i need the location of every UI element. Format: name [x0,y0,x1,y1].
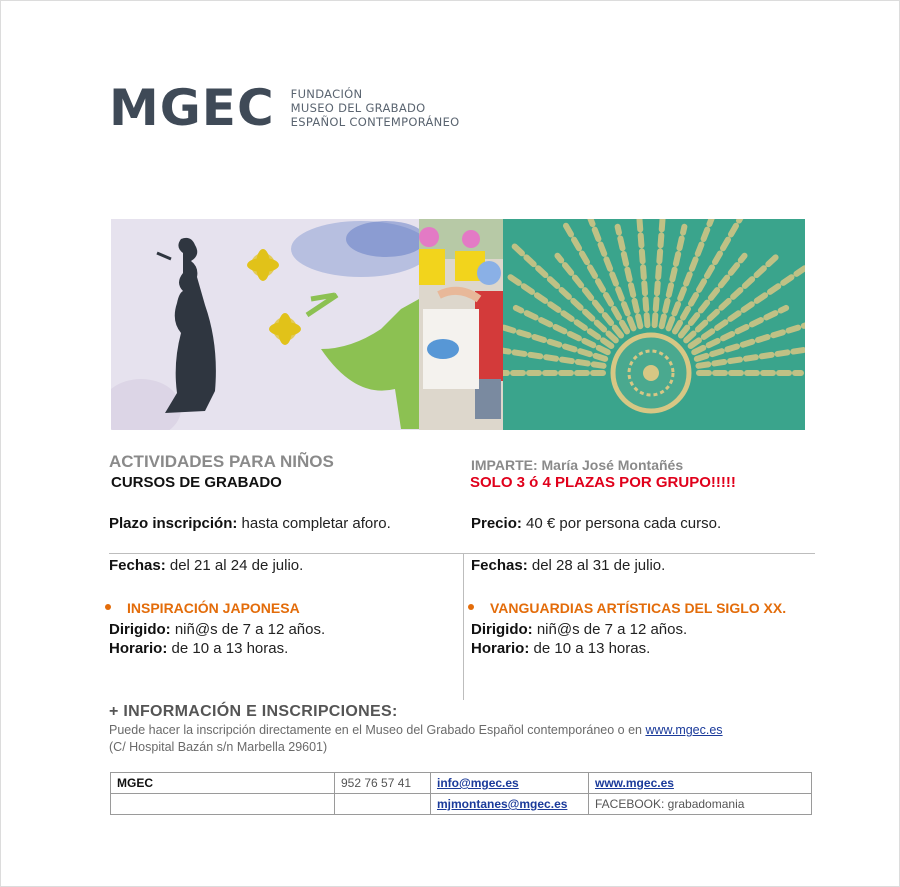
facebook-cell: FACEBOOK: grabadomania [589,794,812,815]
right-schedule [471,639,650,658]
right-course-title [468,599,786,618]
info-email-link[interactable]: info@mgec.es [437,776,519,790]
web-cell [589,773,812,794]
info-line-1: Puede hacer la inscripción directamente en el Museo del Grabado Español contemporáneo o en [109,723,646,737]
left-dates-label: Fechas: [109,557,166,574]
email-cell [431,773,589,794]
email-cell [431,794,589,815]
children-photo [419,219,503,430]
bullet-icon [105,604,111,610]
mgec-logo [109,79,460,137]
activities-heading: ACTIVIDADES PARA NIÑOS [109,452,334,471]
registration-deadline [109,514,391,533]
org-cell: MGEC [111,773,335,794]
right-audience [471,620,687,639]
left-schedule [109,639,288,658]
deadline-value: hasta completar aforo. [237,515,391,532]
japanese-print-photo [111,219,419,430]
price-line [471,514,721,533]
right-dates-value: del 28 al 31 de julio. [527,557,666,574]
price-label: Precio: [471,515,522,532]
column-divider [463,553,464,700]
right-dates [471,556,665,575]
left-audience [109,620,325,639]
empty-cell [335,794,431,815]
instructor-email-link[interactable]: mjmontanes@mgec.es [437,797,568,811]
empty-cell [111,794,335,815]
table-row [111,773,812,794]
logo-line-2: MUSEO DEL GRABADO [290,101,426,115]
table-row [111,794,812,815]
radial-print-photo [503,219,805,430]
web-link[interactable]: www.mgec.es [595,776,674,790]
left-course-title [105,599,300,618]
phone-cell: 952 76 57 41 [335,773,431,794]
left-dates-value: del 21 al 24 de julio. [165,557,304,574]
courses-subheading: CURSOS DE GRABADO [111,474,282,491]
left-dates [109,556,303,575]
right-schedule-value: de 10 a 13 horas. [529,640,651,657]
logo-subtitle [291,87,460,129]
right-audience-label: Dirigido: [471,621,533,638]
deadline-label: Plazo inscripción: [109,515,238,532]
limited-places-notice: SOLO 3 ó 4 PLAZAS POR GRUPO!!!!! [470,474,736,491]
bullet-icon [468,604,474,610]
logo-mark: MGEC [109,79,275,137]
left-audience-value: niñ@s de 7 a 12 años. [170,621,326,638]
right-schedule-label: Horario: [471,640,530,657]
left-schedule-label: Horario: [109,640,168,657]
contact-table [110,772,812,815]
website-link[interactable]: www.mgec.es [645,723,723,737]
info-text [109,722,723,738]
address-line: (C/ Hospital Bazán s/n Marbella 29601) [109,740,328,754]
logo-line-3: ESPAÑOL CONTEMPORÁNEO [290,115,460,129]
section-divider [109,553,815,554]
right-course-name: VANGUARDIAS ARTÍSTICAS DEL SIGLO XX. [490,600,787,616]
left-course-name: INSPIRACIÓN JAPONESA [127,600,300,616]
logo-line-1: FUNDACIÓN [290,87,363,101]
left-schedule-value: de 10 a 13 horas. [167,640,289,657]
price-value: 40 € por persona cada curso. [521,515,722,532]
right-audience-value: niñ@s de 7 a 12 años. [532,621,688,638]
instructor-line: IMPARTE: María José Montañés [471,457,684,473]
right-dates-label: Fechas: [471,557,528,574]
photo-strip [111,219,805,430]
left-audience-label: Dirigido: [109,621,171,638]
info-heading: + INFORMACIÓN E INSCRIPCIONES: [109,703,398,720]
